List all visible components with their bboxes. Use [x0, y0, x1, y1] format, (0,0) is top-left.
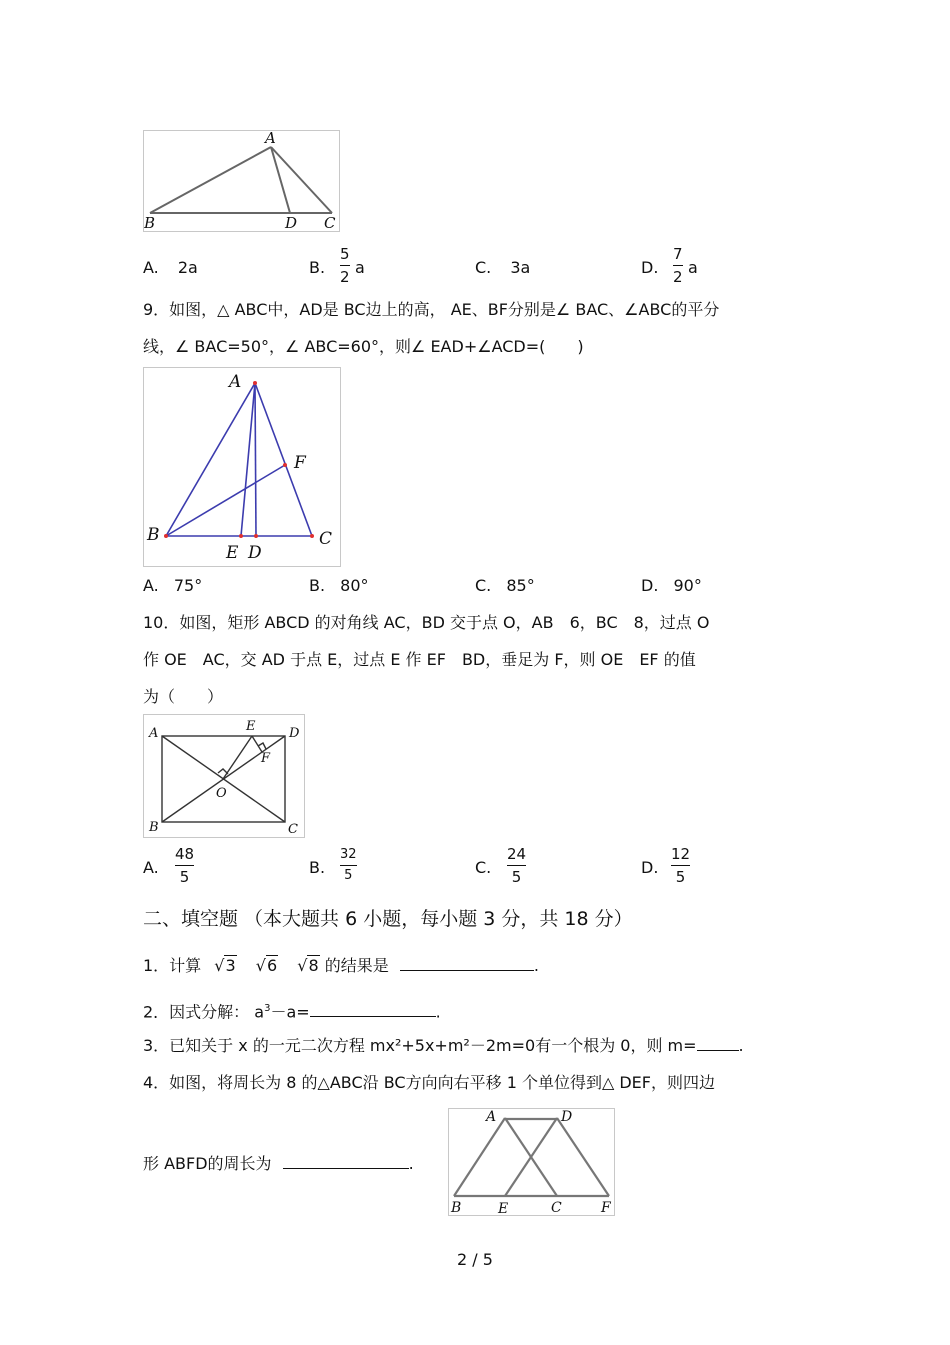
q9-label-c: C — [319, 529, 333, 549]
q8-option-a[interactable]: A. 2a — [143, 258, 198, 277]
q10-label-a: A — [149, 726, 159, 741]
fill-4-label-c: C — [551, 1200, 562, 1215]
q10-label-d: D — [289, 726, 300, 741]
q10-stem-line1: 10．如图，矩形 ABCD 的对角线 AC，BD 交于点 O，AB 6，BC 8，过点 O — [143, 613, 710, 632]
q8-option-d-label[interactable]: D. — [641, 258, 659, 277]
q9-label-f: F — [294, 453, 306, 473]
q10-label-b: B — [149, 820, 159, 835]
fill-1: 1．计算 √3 √6 √8 的结果是 . — [143, 956, 539, 975]
q10-option-a-fraction: 48 5 — [175, 845, 195, 886]
q8-figure — [143, 130, 340, 232]
fill-4-label-a: A — [486, 1109, 497, 1125]
q10-option-b-fraction: 32 5 — [340, 847, 357, 883]
q9-triangle-diagram — [144, 368, 340, 566]
q8-option-b-fraction: 5 2 — [340, 245, 350, 286]
fill-3-blank[interactable] — [697, 1050, 739, 1051]
q10-label-e: E — [246, 719, 256, 734]
fill-4-label-d: D — [561, 1109, 573, 1125]
translated-triangles-diagram — [449, 1109, 614, 1215]
q10-option-c-fraction: 24 5 — [507, 845, 527, 886]
sqrt-8: √8 — [297, 956, 319, 975]
fill-4-line1: 4．如图，将周长为 8 的△ABC沿 BC方向向右平移 1 个单位得到△ DEF，则四边 — [143, 1073, 715, 1092]
q10-option-d-label[interactable]: D. — [641, 858, 659, 877]
fill-4-figure — [448, 1108, 615, 1216]
q10-option-b-label[interactable]: B. — [309, 858, 326, 877]
q9-option-d[interactable]: D. 90° — [641, 576, 702, 595]
q9-option-a[interactable]: A. 75° — [143, 576, 203, 595]
q9-stem-line2: 线，∠ BAC=50°，∠ ABC=60°，则∠ EAD+∠ACD=( ) — [143, 337, 584, 356]
q10-stem-line2: 作 OE AC，交 AD 于点 E，过点 E 作 EF BD，垂足为 F，则 OE EF 的值 — [143, 650, 696, 669]
q8-label-b: B — [144, 214, 156, 231]
q10-label-o: O — [216, 786, 227, 801]
q10-figure — [143, 714, 305, 838]
q10-label-f: F — [261, 751, 271, 766]
q10-label-c: C — [288, 822, 298, 837]
q8-option-b-label[interactable]: B. — [309, 258, 326, 277]
fill-1-blank[interactable] — [400, 970, 534, 971]
q8-label-c: C — [324, 214, 336, 231]
q10-option-d-fraction: 12 5 — [671, 845, 691, 886]
fill-2: 2．因式分解： $a^3-a=$ . — [143, 1002, 441, 1022]
q9-label-a: A — [229, 372, 242, 392]
q8-label-d: D — [285, 214, 298, 231]
q9-stem-line1: 9．如图，△ ABC中，AD是 BC边上的高， AE、BF分别是∠ BAC、∠ABC的平分 — [143, 300, 720, 319]
q10-rectangle-diagram — [144, 715, 304, 837]
fill-4-label-f: F — [601, 1200, 611, 1215]
fill-4-label-e: E — [498, 1201, 509, 1215]
sqrt-3: √3 — [214, 956, 236, 975]
q8-option-d-suffix: a — [688, 258, 698, 277]
fill-4-blank[interactable] — [283, 1168, 409, 1169]
q9-label-b: B — [147, 525, 160, 545]
q10-stem-line3: 为（ ） — [143, 687, 224, 706]
q10-option-c-label[interactable]: C. — [475, 858, 492, 877]
q10-option-a-label[interactable]: A. — [143, 858, 159, 877]
q8-option-d-fraction: 7 2 — [673, 245, 683, 286]
fill-2-blank[interactable] — [310, 1016, 436, 1017]
q8-option-c[interactable]: C. 3a — [475, 258, 531, 277]
q9-option-b[interactable]: B. 80° — [309, 576, 369, 595]
fill-3: 3．已知关于 x 的一元二次方程 mx²+5x+m²－2m=0有一个根为 0，则 m= . — [143, 1036, 744, 1055]
q9-label-d: D — [248, 543, 262, 563]
q8-label-a: A — [265, 131, 276, 147]
section-2-title: 二、填空题 （本大题共 6 小题，每小题 3 分，共 18 分） — [143, 908, 633, 930]
q9-option-c[interactable]: C. 85° — [475, 576, 535, 595]
q8-option-b-suffix: a — [355, 258, 365, 277]
q9-figure — [143, 367, 341, 567]
sqrt-6: √6 — [255, 956, 278, 975]
q8-triangle-diagram — [144, 131, 339, 231]
q9-label-e: E — [226, 543, 239, 563]
fill-4-label-b: B — [451, 1200, 462, 1215]
fill-4-line2: 形 ABFD的周长为 . — [143, 1154, 414, 1173]
page-number: 2 / 5 — [457, 1250, 493, 1269]
